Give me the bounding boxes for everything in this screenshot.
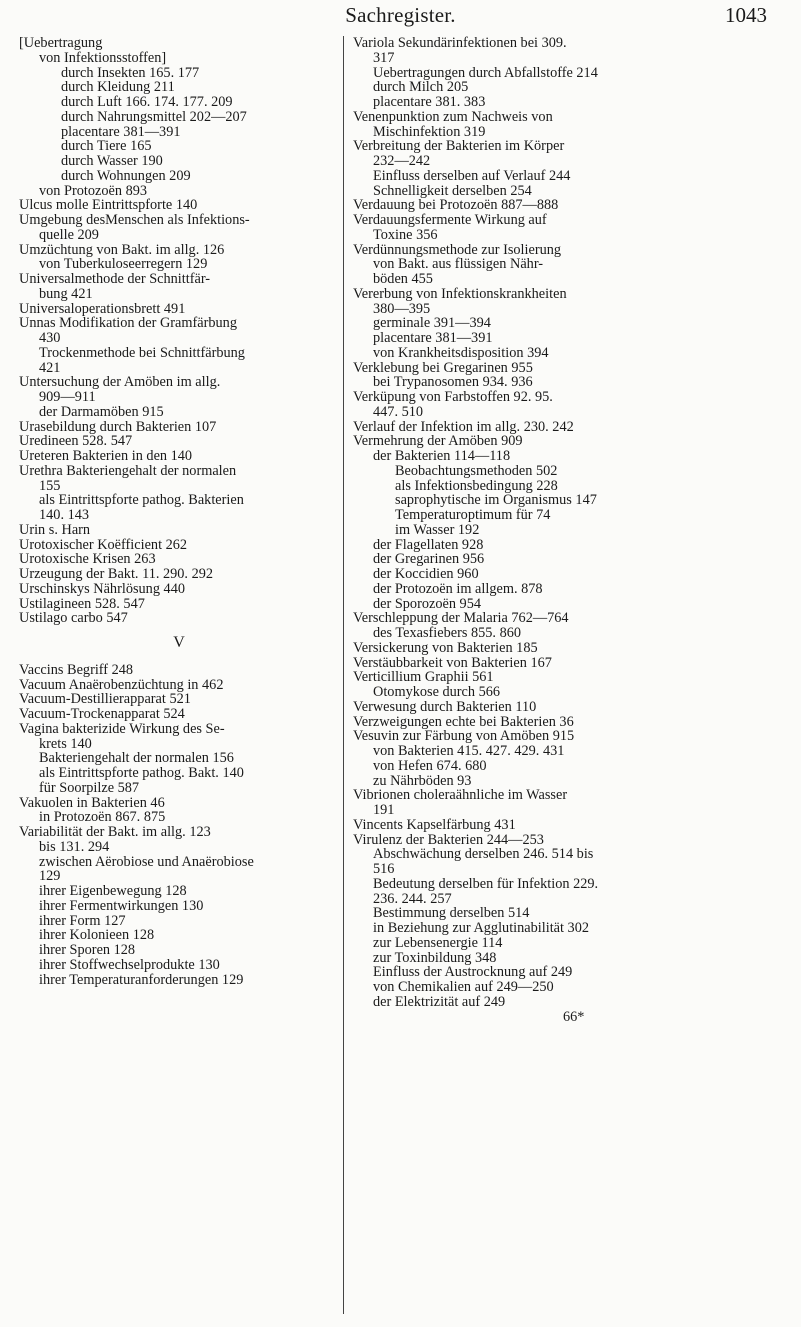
index-entry: Umzüchtung von Bakt. im allg. 126 bbox=[19, 241, 225, 258]
index-subentry: der Koccidien 960 bbox=[373, 566, 479, 582]
index-subentry: durch Insekten 165. 177 bbox=[61, 64, 200, 81]
index-entry: Urschinskys Nährlösung 440 bbox=[19, 580, 185, 597]
index-entry: Uredineen 528. 547 bbox=[19, 433, 133, 450]
index-subentry: 421 bbox=[39, 359, 61, 376]
index-entry: Ustilago carbo 547 bbox=[19, 610, 128, 627]
index-subentry: 447. 510 bbox=[373, 403, 424, 420]
index-entry: Vacuum-Trockenapparat 524 bbox=[19, 706, 185, 722]
index-subentry: ihrer Kolonieen 128 bbox=[39, 927, 155, 944]
index-entry: Vacuum Anaërobenzüchtung in 462 bbox=[19, 676, 224, 693]
index-subentry: für Soorpilze 587 bbox=[39, 779, 140, 796]
column-divider bbox=[343, 36, 344, 1314]
index-entry: Urethra Bakteriengehalt der normalen bbox=[19, 462, 237, 479]
index-entry: Universaloperationsbrett 491 bbox=[19, 300, 186, 317]
index-entry: Virulenz der Bakterien 244—253 bbox=[353, 831, 544, 848]
index-subentry: 516 bbox=[373, 861, 395, 877]
index-subentry: quelle 209 bbox=[39, 226, 99, 243]
index-entry: Unnas Modifikation der Gramfärbung bbox=[19, 315, 237, 332]
index-entry: Variola Sekundärinfektionen bei 309. bbox=[353, 35, 567, 51]
index-subentry: durch Wasser 190 bbox=[61, 153, 163, 169]
index-subentry: durch Milch 205 bbox=[373, 79, 469, 96]
index-subentry: Einfluss derselben auf Verlauf 244 bbox=[373, 167, 571, 184]
index-entry: Vakuolen in Bakterien 46 bbox=[19, 794, 165, 811]
index-subentry: 380—395 bbox=[373, 300, 431, 317]
index-subentry: von Hefen 674. 680 bbox=[373, 757, 487, 774]
index-entry: Urotoxische Krisen 263 bbox=[19, 551, 156, 568]
index-subentry: saprophytische im Organismus 147 bbox=[395, 492, 597, 509]
page-number: 1043 bbox=[725, 3, 767, 27]
running-title: Sachregister. bbox=[345, 3, 456, 27]
index-entry: Vibrionen choleraähnliche im Wasser bbox=[353, 787, 568, 804]
index-entry: Verzweigungen echte bei Bakterien 36 bbox=[353, 713, 574, 730]
index-entry: Verwesung durch Bakterien 110 bbox=[353, 698, 537, 715]
index-subentry: Beobachtungsmethoden 502 bbox=[395, 462, 558, 479]
index-subentry: Bedeutung derselben für Infektion 229. bbox=[373, 875, 599, 892]
index-entry: Ureteren Bakterien in den 140 bbox=[19, 448, 193, 464]
index-subentry: 140. 143 bbox=[39, 507, 90, 523]
index-subentry: der Gregarinen 956 bbox=[373, 551, 485, 568]
index-subentry: bung 421 bbox=[39, 285, 93, 302]
index-entry: Verklebung bei Gregarinen 955 bbox=[353, 359, 533, 376]
index-subentry: 191 bbox=[373, 802, 395, 818]
index-subentry: placentare 381—391 bbox=[373, 330, 493, 346]
index-subentry: 317 bbox=[373, 49, 395, 66]
index-subentry: 232—242 bbox=[373, 153, 431, 169]
index-subentry: durch Nahrungsmittel 202—207 bbox=[61, 108, 247, 125]
index-column-left bbox=[19, 36, 339, 987]
index-subentry: von Infektionsstoffen] bbox=[39, 49, 167, 66]
index-entry: Urotoxischer Koëfficient 262 bbox=[19, 536, 188, 553]
index-subentry: von Protozoën 893 bbox=[39, 182, 148, 199]
index-subentry: durch Luft 166. 174. 177. 209 bbox=[61, 94, 233, 110]
index-entry: Universalmethode der Schnittfär- bbox=[19, 271, 211, 287]
index-subentry: Einfluss der Austrocknung auf 249 bbox=[373, 964, 573, 981]
index-subentry: der Bakterien 114—118 bbox=[373, 448, 511, 464]
index-subentry: durch Tiere 165 bbox=[61, 138, 152, 155]
index-subentry: ihrer Temperaturanforderungen 129 bbox=[39, 971, 244, 988]
index-subentry: ihrer Sporen 128 bbox=[39, 942, 136, 958]
index-subentry: Bestimmung derselben 514 bbox=[373, 905, 530, 922]
index-entry: Verdünnungsmethode zur Isolierung bbox=[353, 241, 562, 258]
index-entry: Vagina bakterizide Wirkung des Se- bbox=[19, 720, 225, 737]
index-subentry: von Bakterien 415. 427. 429. 431 bbox=[373, 743, 565, 759]
index-entry: Ustilagineen 528. 547 bbox=[19, 595, 145, 612]
index-subentry: der Sporozoën 954 bbox=[373, 595, 481, 612]
index-subentry: von Tuberkuloseerregern 129 bbox=[39, 256, 208, 273]
index-subentry: in Protozoën 867. 875 bbox=[39, 809, 166, 826]
index-subentry: ihrer Eigenbewegung 128 bbox=[39, 883, 187, 899]
signature-mark: 66* bbox=[563, 1008, 585, 1025]
index-subentry: Toxine 356 bbox=[373, 226, 438, 243]
index-subentry: zwischen Aërobiose und Anaërobiose bbox=[39, 853, 254, 870]
index-entry: Urzeugung der Bakt. 11. 290. 292 bbox=[19, 566, 214, 582]
index-subentry: von Chemikalien auf 249—250 bbox=[373, 979, 554, 995]
index-entry: Urasebildung durch Bakterien 107 bbox=[19, 418, 217, 435]
index-entry: Untersuchung der Amöben im allg. bbox=[19, 374, 221, 391]
index-entry: Verticillium Graphii 561 bbox=[353, 669, 494, 686]
index-subentry: Temperaturoptimum für 74 bbox=[395, 507, 551, 523]
index-subentry: als Eintrittspforte pathog. Bakt. 140 bbox=[39, 765, 244, 781]
index-subentry: ihrer Fermentwirkungen 130 bbox=[39, 897, 204, 914]
index-entry: Verbreitung der Bakterien im Körper bbox=[353, 138, 565, 155]
index-subentry: der Flagellaten 928 bbox=[373, 536, 484, 553]
index-entry: Verlauf der Infektion im allg. 230. 242 bbox=[353, 418, 574, 435]
index-subentry: von Krankheitsdisposition 394 bbox=[373, 344, 549, 361]
index-entry: Verschleppung der Malaria 762—764 bbox=[353, 610, 569, 627]
index-entry: Vincents Kapselfärbung 431 bbox=[353, 816, 516, 833]
index-subentry: der Elektrizität auf 249 bbox=[373, 993, 506, 1010]
index-subentry: Trockenmethode bei Schnittfärbung bbox=[39, 344, 245, 361]
index-column-right bbox=[353, 36, 683, 1024]
index-entry: Vacuum-Destillierapparat 521 bbox=[19, 691, 191, 708]
index-subentry: placentare 381—391 bbox=[61, 123, 181, 140]
index-entry: Verdauung bei Protozoën 887—888 bbox=[353, 197, 559, 214]
index-entry: Vesuvin zur Färbung von Amöben 915 bbox=[353, 728, 575, 745]
index-subentry: zur Lebensenergie 114 bbox=[373, 934, 503, 951]
index-subentry: durch Kleidung 211 bbox=[61, 79, 175, 96]
index-subentry: in Beziehung zur Agglutinabilität 302 bbox=[373, 920, 590, 936]
index-entry: Vermehrung der Amöben 909 bbox=[353, 433, 523, 450]
index-entry: Verdauungsfermente Wirkung auf bbox=[353, 212, 547, 228]
index-entry: Verküpung von Farbstoffen 92. 95. bbox=[353, 389, 553, 405]
index-subentry: des Texasfiebers 855. 860 bbox=[373, 625, 522, 641]
index-subentry: 155 bbox=[39, 477, 61, 494]
index-subentry: als Infektionsbedingung 228 bbox=[395, 477, 558, 494]
index-subentry: Uebertragungen durch Abfallstoffe 214 bbox=[373, 64, 598, 81]
index-subentry: ihrer Stoffwechselprodukte 130 bbox=[39, 956, 220, 973]
index-subentry: im Wasser 192 bbox=[395, 521, 480, 538]
index-subentry: bis 131. 294 bbox=[39, 838, 110, 855]
index-subentry: Bakteriengehalt der normalen 156 bbox=[39, 750, 234, 767]
index-entry: Umgebung desMenschen als Infektions- bbox=[19, 212, 250, 228]
index-subentry: der Protozoën im allgem. 878 bbox=[373, 580, 543, 597]
index-subentry: von Bakt. aus flüssigen Nähr- bbox=[373, 256, 544, 273]
index-subentry: Mischinfektion 319 bbox=[373, 123, 486, 140]
section-letter: V bbox=[173, 634, 185, 651]
index-subentry: 909—911 bbox=[39, 389, 96, 405]
index-subentry: placentare 381. 383 bbox=[373, 94, 486, 110]
index-subentry: böden 455 bbox=[373, 271, 433, 287]
index-subentry: Otomykose durch 566 bbox=[373, 684, 501, 700]
index-subentry: Schnelligkeit derselben 254 bbox=[373, 182, 532, 199]
index-entry: Venenpunktion zum Nachweis von bbox=[353, 108, 553, 125]
index-subentry: bei Trypanosomen 934. 936 bbox=[373, 374, 533, 391]
index-entry: [Uebertragung bbox=[19, 35, 103, 51]
index-subentry: der Darmamöben 915 bbox=[39, 403, 164, 420]
page-header bbox=[0, 0, 801, 34]
index-subentry: germinale 391—394 bbox=[373, 315, 491, 332]
index-subentry: 430 bbox=[39, 330, 61, 346]
index-subentry: durch Wohnungen 209 bbox=[61, 167, 191, 184]
index-subentry: krets 140 bbox=[39, 735, 92, 752]
index-entry: Vererbung von Infektionskrankheiten bbox=[353, 285, 567, 302]
index-entry: Verstäubbarkeit von Bakterien 167 bbox=[353, 654, 552, 671]
index-entry: Ulcus molle Eintrittspforte 140 bbox=[19, 197, 198, 214]
index-entry: Variabilität der Bakt. im allg. 123 bbox=[19, 824, 211, 840]
index-subentry: 129 bbox=[39, 868, 61, 885]
index-entry: Vaccins Begriff 248 bbox=[19, 661, 134, 678]
index-subentry: als Eintrittspforte pathog. Bakterien bbox=[39, 492, 244, 509]
index-subentry: 236. 244. 257 bbox=[373, 890, 452, 907]
index-subentry: zur Toxinbildung 348 bbox=[373, 949, 497, 966]
index-subentry: Abschwächung derselben 246. 514 bis bbox=[373, 846, 594, 863]
index-subentry: ihrer Form 127 bbox=[39, 912, 126, 929]
index-subentry: zu Nährböden 93 bbox=[373, 772, 472, 789]
index-entry: Versickerung von Bakterien 185 bbox=[353, 639, 538, 656]
index-entry: Urin s. Harn bbox=[19, 521, 91, 538]
